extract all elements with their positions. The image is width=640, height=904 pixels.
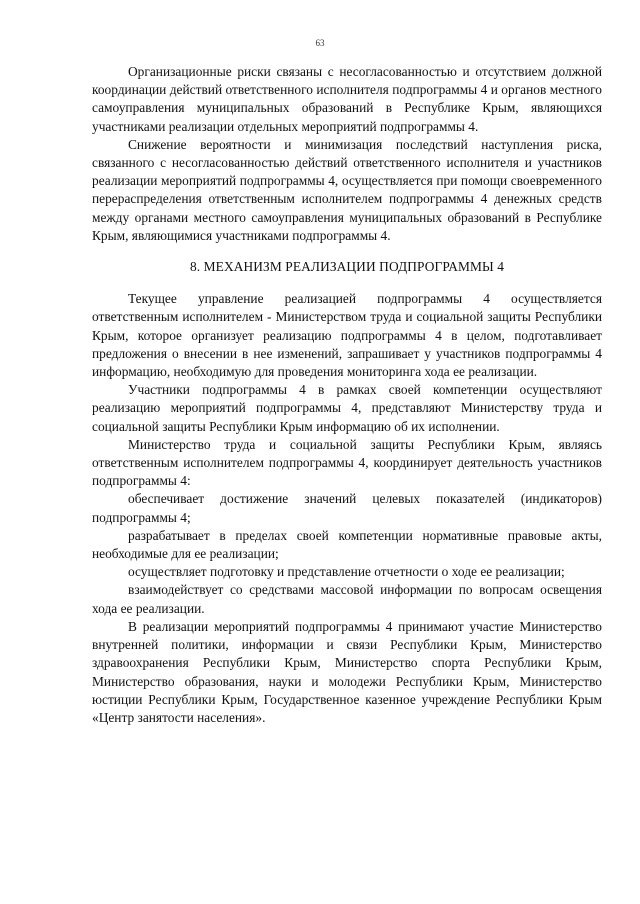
paragraph-organizational-risks: Организационные риски связаны с несогласованностью и отсутствием должной координации действий ответственного исполнителя подпрограммы 4 и органов местного самоуправления муниципальных образований в Республике Крым, являющихся участниками реализации отдельных мероприятий подпрограммы 4. [92,64,602,134]
paragraph-risk-mitigation: Снижение вероятности и минимизация последствий наступления риска, связанного с несогласованностью действий ответственного исполнителя и участников реализации мероприятий подпрограммы 4, осуществляется при помощи своевременного перераспределения ответственным исполнителем подпрограммы 4 денежных средств между органами местного самоуправления муниципальных образований в Республике Крым, являющимися участниками подпрограммы 4. [92,136,602,243]
list-item-reporting: осуществляет подготовку и представление отчетности о ходе ее реализации; [128,564,565,580]
paragraph-current-management: Текущее управление реализацией подпрограммы 4 осуществляется ответственным исполнителем - Министерством труда и социальной защиты Республики Крым, которое организует реализацию подпрограммы 4 в целом, подготавливает предложения о внесении в нее изменений, запрашивает у участников подпрограммы 4 информацию, необходимую для проведения мониторинга хода ее реализации. [92,291,602,380]
page-number: 63 [315,38,325,48]
document-body [92,63,602,727]
list-item-media: взаимодействует со средствами массовой информации по вопросам освещения хода ее реализации. [92,582,602,616]
paragraph-ministry-coordination: Министерство труда и социальной защиты Республики Крым, являясь ответственным исполнителем подпрограммы 4, координирует деятельность участников подпрограммы 4: [92,436,602,489]
paragraph-participants: Участники подпрограммы 4 в рамках своей компетенции осуществляют реализацию мероприятий подпрограммы 4, представляют Министерству труда и социальной защиты Республики Крым информацию об их исполнении. [92,382,602,434]
paragraph-participating-ministries: В реализации мероприятий подпрограммы 4 принимают участие Министерство внутренней политики, информации и связи Республики Крым, Министерство здравоохранения Республики Крым, Министерство спорта Республики Крым, Министерство образования, науки и молодежи Республики Крым, Министерство юстиции Республики Крым, Государственное казенное учреждение Республики Крым «Центр занятости населения». [92,618,602,725]
section-heading: 8. МЕХАНИЗМ РЕАЛИЗАЦИИ ПОДПРОГРАММЫ 4 [189,259,505,275]
list-item-legal-acts: разрабатывает в пределах своей компетенции нормативные правовые акты, необходимые для ее реализации; [92,527,602,562]
list-item-targets: обеспечивает достижение значений целевых показателей (индикаторов) подпрограммы 4; [92,491,602,525]
